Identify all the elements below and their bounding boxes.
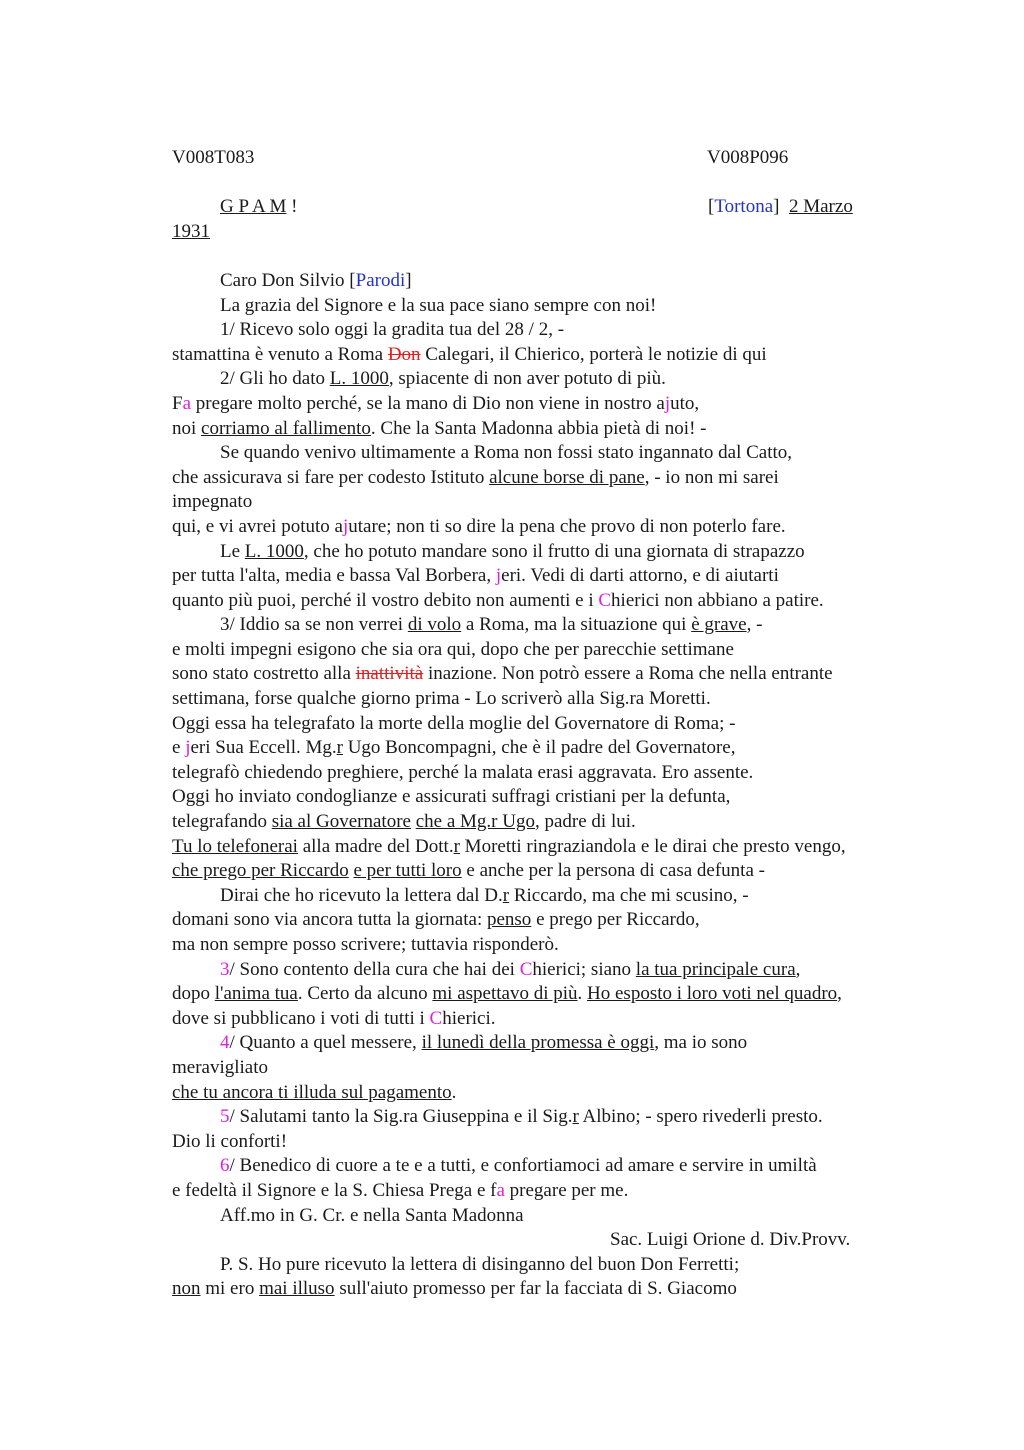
text-line: Dirai che ho ricevuto la lettera dal D.r Riccardo, ma che mi scusino, -: [220, 884, 749, 906]
right-code: V008P096: [707, 147, 789, 168]
text-line: 2/ Gli ho dato L. 1000, spiacente di non aver potuto di più.: [220, 368, 666, 390]
text-line: La grazia del Signore e la sua pace siano sempre con noi!: [220, 294, 657, 316]
text-line: che tu ancora ti illuda sul pagamento.: [172, 1081, 457, 1103]
text-line: 3/ Iddio sa se non verrei di volo a Roma, ma la situazione qui è grave, -: [220, 614, 763, 636]
text-line: dopo l'anima tua. Certo da alcuno mi aspettavo di più. Ho esposto i loro voti nel quadro,: [172, 983, 842, 1005]
place: Tortona: [714, 196, 774, 218]
text-line: che assicurava si fare per codesto Istituto alcune borse di pane, - io non mi sarei: [172, 466, 779, 488]
text-line: per tutta l'alta, media e bassa Val Borbera, jeri. Vedi di darti attorno, e di aiutarti: [172, 565, 779, 587]
letter-page: [172, 146, 912, 1302]
text-line: qui, e vi avrei potuto ajutare; non ti so dire la pena che provo di non poterlo fare.: [172, 515, 786, 537]
text-line: 6/ Benedico di cuore a te e a tutti, e confortiamoci ad amare e servire in umiltà: [220, 1155, 817, 1177]
text-line: Dio li conforti!: [172, 1130, 288, 1152]
text-line: e fedeltà il Signore e la S. Chiesa Prega e fa pregare per me.: [172, 1179, 629, 1201]
text-line: e jeri Sua Eccell. Mg.r Ugo Boncompagni, che è il padre del Governatore,: [172, 737, 736, 759]
signature: Sac. Luigi Orione d. Div.Provv.: [610, 1229, 851, 1251]
text-line: telegrafando sia al Governatore che a Mg.r Ugo, padre di lui.: [172, 811, 636, 833]
text-line: Oggi ho inviato condoglianze e assicurati suffragi cristiani per la defunta,: [172, 786, 731, 808]
text-line: Fa pregare molto perché, se la mano di Dio non viene in nostro ajuto,: [172, 392, 700, 414]
text-line: dove si pubblicano i voti di tutti i Chierici.: [172, 1007, 496, 1029]
text-line: che prego per Riccardo e per tutti loro e anche per la persona di casa defunta -: [172, 860, 765, 882]
text-line: Oggi essa ha telegrafato la morte della moglie del Governatore di Roma; -: [172, 712, 736, 734]
text-line: sono stato costretto alla inattività inazione. Non potrò essere a Roma che nella entrante: [172, 663, 833, 685]
text-line: 4/ Quanto a quel messere, il lunedì della promessa è oggi, ma io sono: [220, 1032, 748, 1054]
text-line: 1/ Ricevo solo oggi la gradita tua del 28 / 2, -: [220, 319, 565, 341]
struck-word: inattività: [355, 663, 424, 685]
text-line: ma non sempre posso scrivere; tuttavia risponderò.: [172, 934, 559, 955]
text-line: stamattina è venuto a Roma Don Calegari, il Chierico, porterà le notizie di qui: [172, 343, 767, 365]
header-codes: [172, 146, 912, 171]
date-year-line: [172, 220, 912, 245]
signature-line: [172, 1228, 912, 1253]
date-month: 2 Marzo: [788, 196, 853, 218]
text-line: Le L. 1000, che ho potuto mandare sono il frutto di una giornata di strapazzo: [220, 540, 805, 562]
text-line: 3/ Sono contento della cura che hai dei Chierici; siano la tua principale cura,: [220, 958, 801, 980]
text-line: Se quando venivo ultimamente a Roma non fossi stato ingannato dal Catto,: [220, 442, 793, 464]
text-line: e molti impegni esigono che sia ora qui, dopo che per parecchie settimane: [172, 638, 734, 660]
addressee-surname: Parodi: [355, 269, 406, 291]
greeting-line: Caro Don Silvio [Parodi]: [220, 269, 412, 291]
left-code: V008T083: [172, 147, 255, 168]
text-line: 5/ Salutami tanto la Sig.ra Giuseppina e il Sig.r Albino; - spero rivederli presto.: [220, 1106, 823, 1128]
text-line: Tu lo telefonerai alla madre del Dott.r Moretti ringraziandola e le dirai che presto vengo,: [172, 835, 846, 857]
postscript-line: P. S. Ho pure ricevuto la lettera di disinganno del buon Don Ferretti;: [220, 1253, 740, 1275]
gpam: G P A M: [220, 196, 287, 218]
postscript-line: non mi ero mai illuso sull'aiuto promesso per far la facciata di S. Giacomo: [172, 1278, 737, 1300]
struck-word: Don: [387, 343, 421, 365]
text-line: quanto più puoi, perché il vostro debito non aumenti e i Chierici non abbiano a patire.: [172, 589, 824, 611]
text-line: domani sono via ancora tutta la giornata: penso e prego per Riccardo,: [172, 909, 700, 931]
text-line: settimana, forse qualche giorno prima - Lo scriverò alla Sig.ra Moretti.: [172, 688, 711, 710]
text-line: noi corriamo al fallimento. Che la Santa Madonna abbia pietà di noi! -: [172, 417, 707, 439]
place-date: [Tortona] 2 Marzo: [708, 196, 853, 218]
closing-line: Aff.mo in G. Cr. e nella Santa Madonna: [220, 1204, 524, 1226]
text-line: impegnato: [172, 491, 253, 513]
date-year: 1931: [172, 220, 210, 242]
text-line: telegrafò chiedendo preghiere, perché la malata erasi aggravata. Ero assente.: [172, 761, 754, 783]
salutation-line: G P A M ! [Tortona] 2 Marzo: [172, 195, 912, 220]
text-line: meravigliato: [172, 1056, 269, 1078]
